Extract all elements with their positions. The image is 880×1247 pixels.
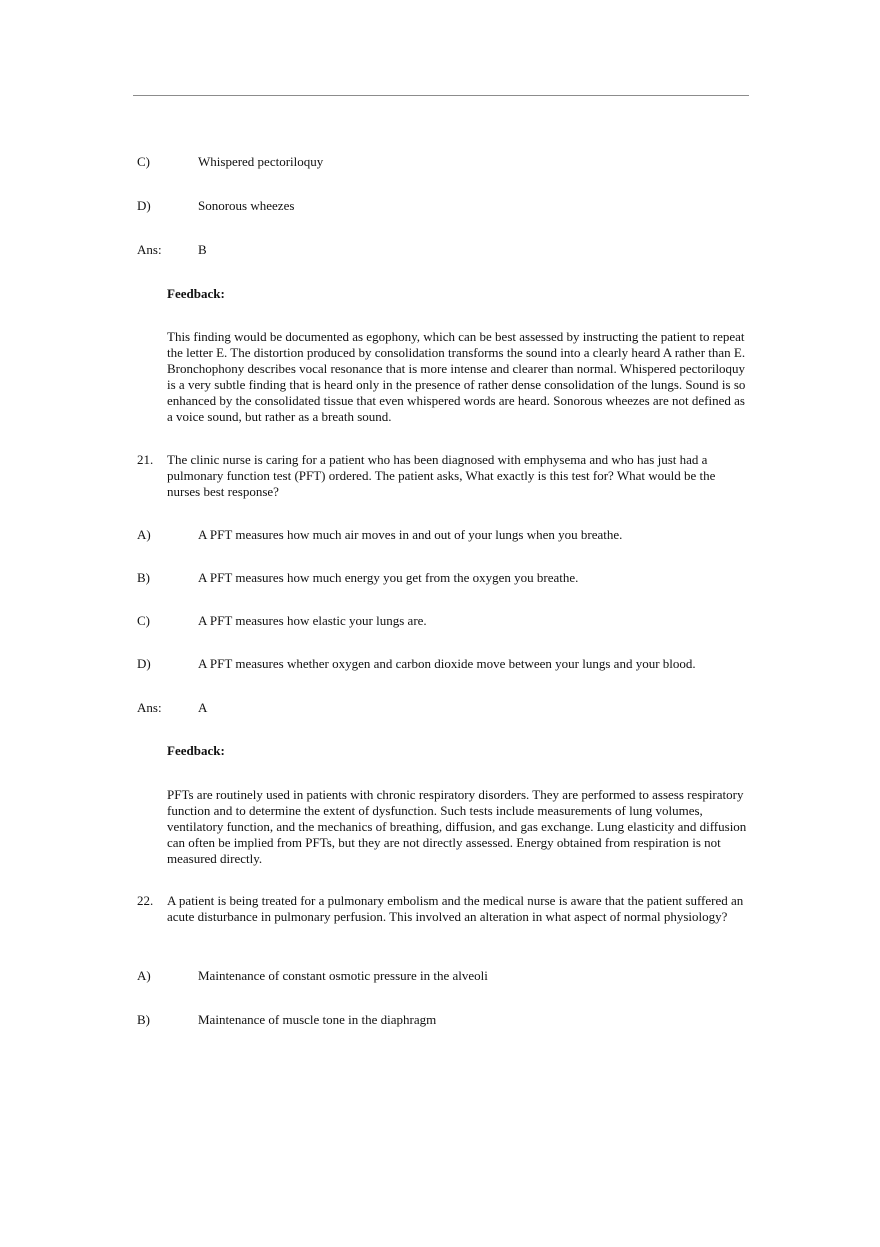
q21-option-a-text: A PFT measures how much air moves in and out of your lungs when you breathe.: [198, 527, 623, 542]
q21-option-c-text: A PFT measures how elastic your lungs are.: [198, 613, 427, 628]
header-rule: [133, 95, 749, 96]
q21-feedback-body: PFTs are routinely used in patients with chronic respiratory disorders. They are performed to assess respiratory function and to determine the extent of dysfunction. Such tests include measurements of lung volumes, ventilatory function, and the mechanics of breathing, diffusion, and gas exchange. Lung elasticity and diffusion can often be implied from PFTs, but they are not directly assessed. Energy obtained from respiration is not measured directly.: [167, 787, 747, 866]
q21-option-c-letter: C): [137, 613, 150, 628]
q22-question-text: A patient is being treated for a pulmonary embolism and the medical nurse is aware that the patient suffered an acute disturbance in pulmonary perfusion. This involved an alteration in what aspect of normal physiology?: [167, 893, 744, 924]
q22-option-a-letter: A): [137, 968, 151, 983]
q21-option-d-letter: D): [137, 656, 151, 671]
q21-option-b-letter: B): [137, 570, 150, 585]
q21-option-b-text: A PFT measures how much energy you get from the oxygen you breathe.: [198, 570, 579, 585]
q20-option-c-letter: C): [137, 154, 150, 169]
q21-feedback-heading: Feedback:: [167, 743, 225, 758]
q20-option-d-letter: D): [137, 198, 151, 213]
q20-feedback-heading: Feedback:: [167, 286, 225, 301]
q22-number: 22.: [137, 893, 154, 908]
q20-option-c-text: Whispered pectoriloquy: [198, 154, 324, 169]
q20-answer-label: Ans:: [137, 242, 162, 257]
q22-option-a-text: Maintenance of constant osmotic pressure in the alveoli: [198, 968, 488, 983]
q20-feedback-body: This finding would be documented as egophony, which can be best assessed by instructing the patient to repeat the letter E. The distortion produced by consolidation transforms the sound into a clearly heard A rather than E. Bronchophony describes vocal resonance that is more intense and clearer than normal. Whispered pectoriloquy is a very subtle finding that is heard only in the presence of rather dense consolidation of the lungs. Sound is so enhanced by the consolidated tissue that even whispered words are heard. Sonorous wheezes are not defined as a voice sound, but rather as a breath sound.: [167, 329, 746, 424]
q21-option-a-letter: A): [137, 527, 151, 542]
q21-question-text: The clinic nurse is caring for a patient who has been diagnosed with emphysema and who has just had a pulmonary function test (PFT) ordered. The patient asks, What exactly is this test for? What would be the nurses best response?: [167, 452, 716, 499]
q21-number: 21.: [137, 452, 154, 467]
q21-option-d-text: A PFT measures whether oxygen and carbon dioxide move between your lungs and your blood.: [198, 656, 696, 671]
q20-option-d-text: Sonorous wheezes: [198, 198, 295, 213]
q22-option-b-text: Maintenance of muscle tone in the diaphragm: [198, 1012, 437, 1027]
q21-answer-label: Ans:: [137, 700, 162, 715]
q21-answer-value: A: [198, 700, 208, 715]
q20-answer-value: B: [198, 242, 207, 257]
q22-option-b-letter: B): [137, 1012, 150, 1027]
